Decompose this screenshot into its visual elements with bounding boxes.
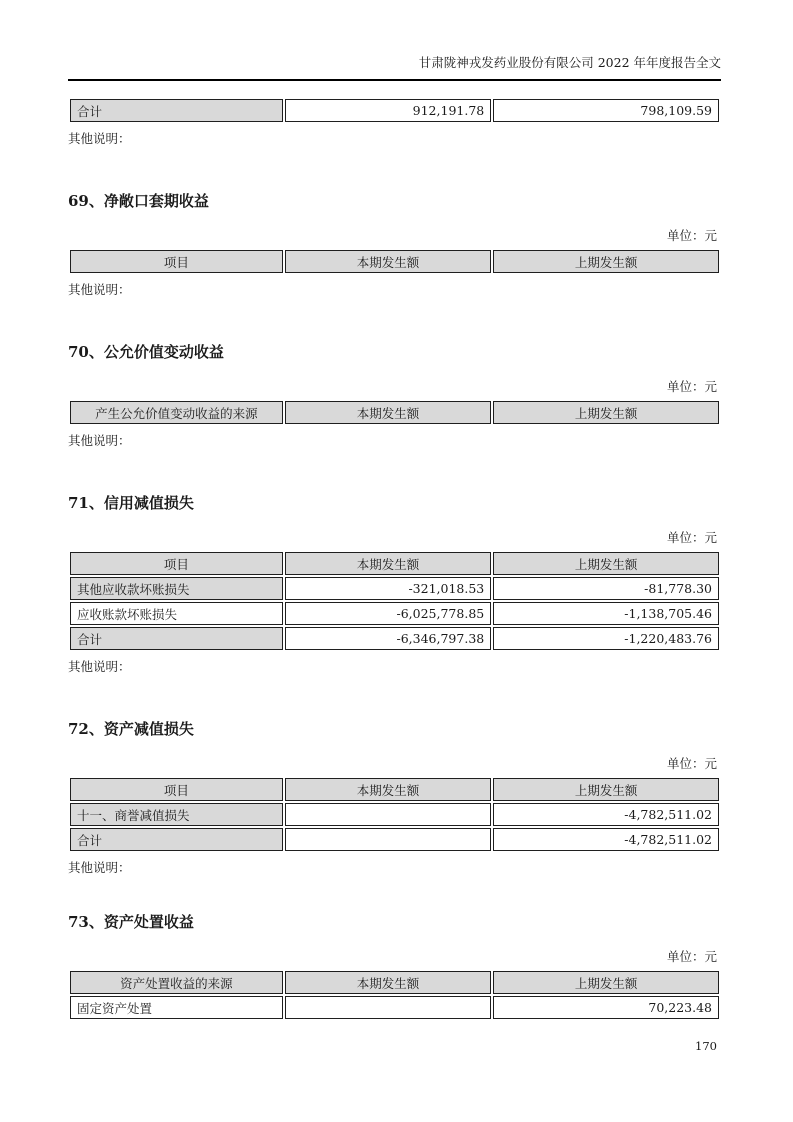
other-note-label: 其他说明： — [68, 282, 131, 297]
other-note-label: 其他说明： — [68, 433, 131, 448]
col-header-item: 项目 — [70, 552, 283, 575]
table-row — [70, 627, 719, 650]
table-row — [70, 803, 719, 826]
row-current-value — [285, 828, 491, 851]
col-header-item: 项目 — [70, 778, 283, 801]
section-title-73: 73、资产处置收益 — [68, 913, 194, 931]
unit-label: 单位：元 — [666, 949, 717, 964]
section-title-69: 69、净敞口套期收益 — [68, 192, 209, 210]
table-row — [70, 996, 719, 1019]
row-prior-value: 70,223.48 — [493, 996, 719, 1019]
document-header-title: 甘肃陇神戎发药业股份有限公司 2022 年年度报告全文 — [68, 54, 721, 81]
table-row — [70, 99, 719, 122]
col-header-prior: 上期发生额 — [493, 971, 719, 994]
section-title-71: 71、信用减值损失 — [68, 494, 194, 512]
other-note-label: 其他说明： — [68, 659, 131, 674]
table-header-row — [70, 778, 719, 801]
row-label-total: 合计 — [70, 627, 283, 650]
row-label-total: 合计 — [70, 828, 283, 851]
col-header-prior: 上期发生额 — [493, 552, 719, 575]
row-prior-value: -4,782,511.02 — [493, 803, 719, 826]
row-prior-value: -1,220,483.76 — [493, 627, 719, 650]
col-header-current: 本期发生额 — [285, 250, 491, 273]
row-current-value: 912,191.78 — [285, 99, 491, 122]
other-note-label: 其他说明： — [68, 131, 131, 146]
table-row — [70, 577, 719, 600]
row-label: 固定资产处置 — [70, 996, 283, 1019]
other-note-label: 其他说明： — [68, 860, 131, 875]
col-header-item: 项目 — [70, 250, 283, 273]
fair-value-change-table — [68, 399, 721, 426]
unit-label: 单位：元 — [666, 228, 717, 243]
col-header-prior: 上期发生额 — [493, 401, 719, 424]
table-row — [70, 828, 719, 851]
row-current-value: -6,346,797.38 — [285, 627, 491, 650]
unit-label: 单位：元 — [666, 379, 717, 394]
page-number: 170 — [695, 1039, 717, 1053]
col-header-current: 本期发生额 — [285, 778, 491, 801]
previous-table-total-row — [68, 97, 721, 124]
row-prior-value: -4,782,511.02 — [493, 828, 719, 851]
section-title-70: 70、公允价值变动收益 — [68, 343, 224, 361]
col-header-current: 本期发生额 — [285, 401, 491, 424]
row-label: 其他应收款坏账损失 — [70, 577, 283, 600]
unit-label: 单位：元 — [666, 530, 717, 545]
col-header-current: 本期发生额 — [285, 552, 491, 575]
credit-impairment-loss-table — [68, 550, 721, 652]
net-exposure-hedge-table — [68, 248, 721, 275]
table-header-row — [70, 401, 719, 424]
table-header-row — [70, 250, 719, 273]
table-header-row — [70, 971, 719, 994]
row-prior-value: -1,138,705.46 — [493, 602, 719, 625]
row-label-total: 合计 — [70, 99, 283, 122]
asset-disposal-income-table — [68, 969, 721, 1021]
row-current-value — [285, 803, 491, 826]
col-header-source: 资产处置收益的来源 — [70, 971, 283, 994]
asset-impairment-loss-table — [68, 776, 721, 853]
unit-label: 单位：元 — [666, 756, 717, 771]
row-current-value: -321,018.53 — [285, 577, 491, 600]
table-row — [70, 602, 719, 625]
section-title-72: 72、资产减值损失 — [68, 720, 194, 738]
col-header-prior: 上期发生额 — [493, 778, 719, 801]
col-header-prior: 上期发生额 — [493, 250, 719, 273]
col-header-source: 产生公允价值变动收益的来源 — [70, 401, 283, 424]
row-label: 应收账款坏账损失 — [70, 602, 283, 625]
row-current-value — [285, 996, 491, 1019]
row-prior-value: -81,778.30 — [493, 577, 719, 600]
row-prior-value: 798,109.59 — [493, 99, 719, 122]
row-label: 十一、商誉减值损失 — [70, 803, 283, 826]
row-current-value: -6,025,778.85 — [285, 602, 491, 625]
col-header-current: 本期发生额 — [285, 971, 491, 994]
table-header-row — [70, 552, 719, 575]
